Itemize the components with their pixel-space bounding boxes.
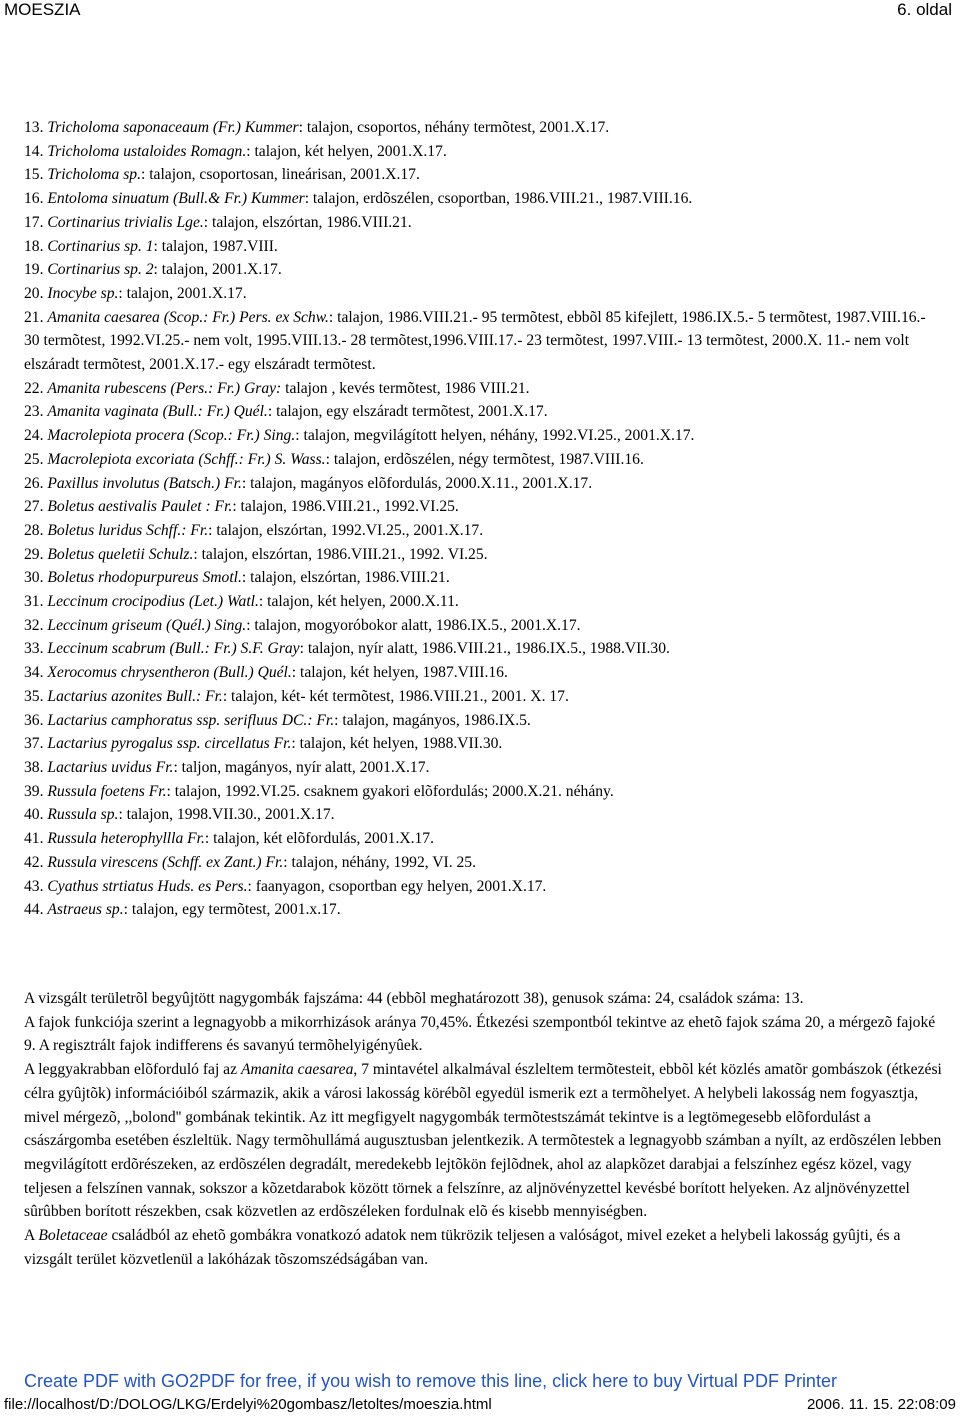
- species-name: Cortinarius sp. 1: [47, 237, 154, 255]
- species-entry: [24, 424, 944, 448]
- species-name: Macrolepiota excoriata (Schff.: Fr.) S. Wass.: [47, 450, 326, 468]
- species-entry: [24, 827, 944, 851]
- go2pdf-promo-link[interactable]: Create PDF with GO2PDF for free, if you wish to remove this line, click here to buy Virtual PDF Printer: [24, 1371, 837, 1391]
- species-details: : talajon, 2001.X.17.: [118, 284, 247, 302]
- species-number: 20.: [24, 284, 48, 302]
- species-entry: [24, 875, 944, 899]
- summary-paragraph: [24, 1011, 944, 1058]
- summary-text: [24, 987, 944, 1271]
- species-name: Russula foetens Fr.: [47, 782, 167, 800]
- species-details: : talajon, 1986.VIII.21.- 95 termõtest, ebbõl 85 kifejlett, 1986.IX.5.- 5 termõtest, 1987.VIII.16.- 30 termõtest, 1992.VI.25.- nem volt, 1995.VIII.13.- 28 termõtest,1996.VIII.17.- 23 termõtest, 1997.VIII.- 13 termõtest, 2000.X. 11.- nem volt elszáradt termõtest, 2001.X.17.- egy elszáradt termõtest.: [24, 308, 926, 374]
- species-number: 30.: [24, 569, 48, 587]
- species-entry: [24, 377, 944, 401]
- species-name: Macrolepiota procera (Scop.: Fr.) Sing.: [47, 427, 296, 445]
- species-details: : talajon, erdõszélen, négy termõtest, 1987.VIII.16.: [325, 450, 644, 468]
- species-entry: [24, 543, 944, 567]
- paragraph-taxon: Amanita caesarea: [240, 1061, 354, 1079]
- species-entry: [24, 258, 944, 282]
- species-name: Cortinarius trivialis Lge.: [47, 213, 204, 231]
- species-details: : taljon, magányos, nyír alatt, 2001.X.17.: [173, 758, 430, 776]
- species-entry: [24, 780, 944, 804]
- species-entry: [24, 519, 944, 543]
- species-entry: [24, 235, 944, 259]
- species-name: Boletus aestivalis Paulet : Fr.: [47, 498, 233, 516]
- species-name: Tricholoma sp.: [47, 166, 141, 184]
- species-number: 13.: [24, 119, 48, 136]
- species-number: 37.: [24, 735, 48, 753]
- species-name: Boletus luridus Schff.: Fr.: [47, 521, 209, 539]
- species-name: Astraeus sp.: [47, 901, 124, 919]
- species-name: Inocybe sp.: [47, 284, 119, 302]
- species-name: Paxillus involutus (Batsch.) Fr.: [47, 474, 242, 492]
- species-number: 39.: [24, 782, 48, 800]
- species-name: Cortinarius sp. 2: [47, 261, 154, 279]
- paragraph-text: , 7 mintavétel alkalmával észleltem termõtesteit, ebbõl két közlés amatõr gombászok (étkezési célra gyûjtõk) információiból származik, akik a városi lakosság körébõl egyedül ismerik ezt a termõhelyet. A helybeli lakosság nem fogyasztja, mivel mérgezõ, ,,bolond'' gombának tekintik. Az itt megfigyelt nagygombák termõtestszámát tekintve is a legtömegesebb elõfordulást a császárgomba esetében észleltük. Nagy termõhullámá augusztusban jelentkezik. A termõtestek a legnagyobb számban a nyílt, az erdõszélen lebben megvilágított erdõrészeken, az erdõszélen degradált, meredekebb lejtõkön fejlõdnek, ahol az alapkõzet darabjai a felszínhez egész közel, vagy teljesen a felszínen vannak, sokszor a kõzetdarabok között törnek a felszínre, az aljnövényzettel kevésbé borított helyeken. Az aljnövényzettel sûrûbben borított részekben, csak közvetlen az erdõszéleken fordulnak elõ és kisebb mennyiségben.: [24, 1061, 942, 1221]
- species-name: Lactarius uvidus Fr.: [47, 758, 174, 776]
- species-details: : talajon, néhány, 1992, VI. 25.: [283, 853, 477, 871]
- species-number: 33.: [24, 640, 48, 658]
- species-number: 17.: [24, 213, 48, 231]
- species-name: Leccinum scabrum (Bull.: Fr.) S.F. Gray: [47, 640, 300, 658]
- species-details: : talajon, két- két termõtest, 1986.VIII.21., 2001. X. 17.: [222, 687, 569, 705]
- species-details: : talajon, 1986.VIII.21., 1992.VI.25.: [232, 498, 459, 516]
- species-entry: [24, 472, 944, 496]
- species-number: 19.: [24, 261, 48, 279]
- species-entry: [24, 614, 944, 638]
- species-details: talajon , kevés termõtest, 1986 VIII.21.: [281, 379, 530, 397]
- paragraph-text: családból az ehetõ gombákra vonatkozó adatok nem tükrözik teljesen a valóságot, mivel ezeket a helybeli lakosság gyûjti, és a vizsgált terület közvetlenül a lakóházak tõszomszédságában van.: [24, 1227, 901, 1268]
- species-name: Tricholoma ustaloides Romagn.: [47, 142, 247, 160]
- species-details: : talajon, 2001.X.17.: [153, 261, 282, 279]
- species-details: : talajon, elszórtan, 1986.VIII.21.: [241, 569, 450, 587]
- species-name: Leccinum griseum (Quél.) Sing.: [47, 616, 247, 634]
- species-details: : faanyagon, csoportban egy helyen, 2001.X.17.: [247, 877, 547, 895]
- species-number: 15.: [24, 166, 48, 184]
- species-number: 31.: [24, 593, 48, 611]
- footer-date: 2006. 11. 15. 22:08:09: [806, 1396, 956, 1413]
- species-details: : talajon, csoportos, néhány termõtest, 2001.X.17.: [298, 119, 610, 136]
- species-name: Amanita vaginata (Bull.: Fr.) Quél.: [47, 403, 268, 421]
- species-entry: [24, 661, 944, 685]
- species-number: 38.: [24, 758, 48, 776]
- species-entry: [24, 211, 944, 235]
- species-details: : talajon, magányos elõfordulás, 2000.X.11., 2001.X.17.: [241, 474, 593, 492]
- species-name: Lactarius camphoratus ssp. serifluus DC.: Fr.: [47, 711, 335, 729]
- species-details: : talajon, két helyen, 1988.VII.30.: [291, 735, 503, 753]
- species-entry: [24, 898, 944, 922]
- species-details: : talajon, két helyen, 1987.VIII.16.: [291, 664, 508, 682]
- species-details: : talajon, 1998.VII.30., 2001.X.17.: [118, 806, 335, 824]
- species-entry: [24, 116, 944, 140]
- species-entry: [24, 400, 944, 424]
- species-details: : talajon, magányos, 1986.IX.5.: [334, 711, 531, 729]
- species-details: : talajon, elszórtan, 1986.VIII.21.: [203, 213, 412, 231]
- species-details: : talajon, elszórtan, 1992.VI.25., 2001.X.17.: [208, 521, 484, 539]
- header-page-number: 6. oldal: [897, 0, 952, 19]
- species-name: Russula heterophyllla Fr.: [47, 830, 205, 848]
- species-number: 21.: [24, 308, 48, 326]
- species-entry: [24, 187, 944, 211]
- species-details: : talajon, nyír alatt, 1986.VIII.21., 1986.IX.5., 1988.VII.30.: [299, 640, 670, 658]
- species-name: Xerocomus chrysentheron (Bull.) Quél.: [47, 664, 292, 682]
- species-details: : talajon, két elõfordulás, 2001.X.17.: [204, 830, 435, 848]
- species-number: 44.: [24, 901, 48, 919]
- species-name: Boletus rhodopurpureus Smotl.: [47, 569, 242, 587]
- species-number: 32.: [24, 616, 48, 634]
- species-details: : talajon, mogyoróbokor alatt, 1986.IX.5., 2001.X.17.: [246, 616, 581, 634]
- species-number: 34.: [24, 664, 48, 682]
- page-footer: [4, 1396, 956, 1418]
- species-entry: [24, 803, 944, 827]
- species-name: Amanita rubescens (Pers.: Fr.) Gray:: [47, 379, 282, 397]
- paragraph-taxon: Boletaceae: [38, 1227, 108, 1245]
- species-details: : talajon, 1987.VIII.: [153, 237, 278, 255]
- species-details: : talajon, két helyen, 2000.X.11.: [258, 593, 459, 611]
- species-name: Boletus queletii Schulz.: [47, 545, 194, 563]
- species-number: 28.: [24, 521, 48, 539]
- species-name: Leccinum crocipodius (Let.) Watl.: [47, 593, 259, 611]
- species-name: Russula virescens (Schff. ex Zant.) Fr.: [47, 853, 284, 871]
- page-header: [0, 0, 960, 22]
- species-entry: [24, 306, 944, 377]
- species-name: Cyathus strtiatus Huds. es Pers.: [47, 877, 248, 895]
- species-entry: [24, 140, 944, 164]
- species-entry: [24, 448, 944, 472]
- species-entry: [24, 851, 944, 875]
- header-title: MOESZIA: [4, 0, 81, 19]
- species-entry: [24, 590, 944, 614]
- species-details: : talajon, 1992.VI.25. csaknem gyakori elõfordulás; 2000.X.21. néhány.: [166, 782, 614, 800]
- species-entry: [24, 282, 944, 306]
- species-number: 40.: [24, 806, 48, 824]
- species-name: Entoloma sinuatum (Bull.& Fr.) Kummer: [47, 190, 305, 208]
- summary-paragraph: [24, 1224, 944, 1271]
- species-details: : talajon, két helyen, 2001.X.17.: [246, 142, 447, 160]
- species-number: 43.: [24, 877, 48, 895]
- species-name: Tricholoma saponaceaum (Fr.) Kummer: [47, 119, 299, 136]
- species-name: Lactarius pyrogalus ssp. circellatus Fr.: [47, 735, 292, 753]
- species-number: 22.: [24, 379, 48, 397]
- species-number: 27.: [24, 498, 48, 516]
- species-details: : talajon, csoportosan, lineárisan, 2001.X.17.: [140, 166, 420, 184]
- species-entry: [24, 685, 944, 709]
- species-entry: [24, 756, 944, 780]
- species-name: Russula sp.: [47, 806, 119, 824]
- species-details: : talajon, egy elszáradt termõtest, 2001.X.17.: [267, 403, 548, 421]
- species-details: : talajon, megvilágított helyen, néhány, 1992.VI.25., 2001.X.17.: [295, 427, 695, 445]
- summary-paragraph: [24, 1058, 944, 1224]
- species-details: : talajon, erdõszélen, csoportban, 1986.VIII.21., 1987.VIII.16.: [304, 190, 693, 208]
- species-number: 14.: [24, 142, 48, 160]
- species-entry: [24, 709, 944, 733]
- species-number: 42.: [24, 853, 48, 871]
- species-entry: [24, 637, 944, 661]
- species-number: 18.: [24, 237, 48, 255]
- species-number: 16.: [24, 190, 48, 208]
- species-number: 25.: [24, 450, 48, 468]
- paragraph-text: A: [24, 1227, 39, 1245]
- species-number: 41.: [24, 830, 48, 848]
- footer-file-path: file://localhost/D:/DOLOG/LKG/Erdelyi%20gombasz/letoltes/moeszia.html: [4, 1396, 492, 1413]
- species-number: 29.: [24, 545, 48, 563]
- species-entry: [24, 495, 944, 519]
- paragraph-text: A vizsgált területrõl begyûjtött nagygombák fajszáma: 44 (ebbõl meghatározott 38), genusok száma: 24, családok száma: 13.: [24, 990, 804, 1007]
- species-entry: [24, 163, 944, 187]
- paragraph-text: A leggyakrabban elõforduló faj az: [24, 1061, 241, 1079]
- species-entry: [24, 566, 944, 590]
- species-number: 24.: [24, 427, 48, 445]
- paragraph-text: A fajok funkciója szerint a legnagyobb a mikorrhizások aránya 70,45%. Étkezési szempontból tekintve az ehetõ fajok száma 20, a mérgezõ fajoké 9. A regisztrált fajok indifferens és savanyú termõhelyigényûek.: [24, 1013, 936, 1055]
- species-number: 26.: [24, 474, 48, 492]
- species-list: [24, 116, 944, 922]
- species-number: 35.: [24, 687, 48, 705]
- species-details: : talajon, elszórtan, 1986.VIII.21., 1992. VI.25.: [193, 545, 488, 563]
- summary-paragraph: [24, 987, 944, 1011]
- species-number: 36.: [24, 711, 48, 729]
- species-number: 23.: [24, 403, 48, 421]
- species-name: Amanita caesarea (Scop.: Fr.) Pers. ex Schw.: [47, 308, 329, 326]
- species-name: Lactarius azonites Bull.: Fr.: [47, 687, 223, 705]
- species-details: : talajon, egy termõtest, 2001.x.17.: [123, 901, 341, 919]
- species-entry: [24, 732, 944, 756]
